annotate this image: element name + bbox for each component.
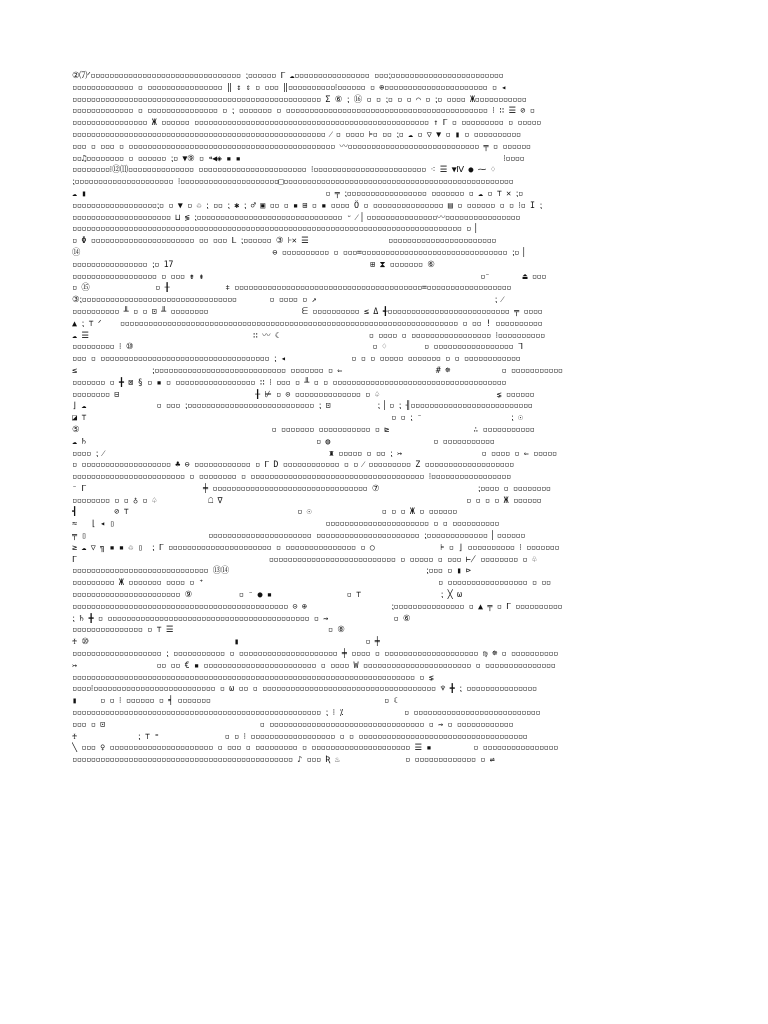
text-line: ▫ Φ ▫▫▫▫▫▫▫▫▫▫▫▫▫▫▫▫▫▫▫▫▫▫ ▫▫ ▫▫▫ ᒪ ⁏▫▫▫▫▫▫ ③ ⊦✕ ☰ ▫▫▫▫▫▫▫▫▫▫▫▫▫▫▫▫▫▫▫▫▫▫▫ [72, 235, 496, 246]
text-line: ▫▫▫ ▫ ▫▫▫▫▫▫▫▫▫▫▫▫▫▫▫▫▫▫▫▫▫▫▫▫▫▫▫▫▫▫▫▫▫▫▫▫ ⁏ ◂ ▫ ▫ ▫ ▫▫▫▫▫ ▫▫▫▫▫▫▫ ▫ ▫ ▫▫▫▫▫▫▫▫▫▫▫▫ [72, 353, 521, 364]
text-line: ≥ ☁ ▽ ╗ ▪ ▪ ♲ ▯ ⁏ ᒥ ▫▫▫▫▫▫▫▫▫▫▫▫▫▫▫▫▫▫▫▫▫▫ ▫ ▫▫▫▫▫▫▫▫▫▫▫▫▫▫▫ ▫ ○ ⊧ ▫ ⌋ ▫▫▫▫▫▫▫▫▫▫ ⁝ ▫▫▫▫▫▫▫ [72, 541, 560, 552]
text-line: ▫▫▫▫▫▫▫ ▫ ╋ ⊠ § ▫ ▪ ▫ ▫▫▫▫▫▫▫▫▫▫▫▫▫▫▫▫▫ ∷ ⁝ ▫▫▫ ▫ ╨ ▫ ▫ ▫▫▫▫▫▫▫▫▫▫▫▫▫▫▫▫▫▫▫▫▫▫▫▫▫▫▫▫▫▫▫▫▫▫▫▫▫ [72, 376, 506, 387]
text-line: ᒥ ▫▫▫▫▫▫▫▫▫▫▫▫▫▫▫▫▫▫▫▫▫▫▫▫▫▫▫ ▫ ▫▫▫▫▫ ▫ ▫▫▫ ⊬ ▫▫▫▫▫▫▫▫ ▫ ♧ [72, 553, 537, 564]
text-line: ▫▫▫▫▫▫▫▫▫▫▫▫▫▫▫▫ Ж ▫▫▫▫▫▫ ▫▫▫▫▫▫▫▫▫▫▫▫▫▫▫▫▫▫▫▫▫▫▫▫▫▫▫▫▫▫▫▫▫▫▫▫▫▫▫▫▫▫▫▫▫▫▫▫▫▫ ↑ ᒥ ▫ ▫▫▫▫▫▫▫▫▫ ▫ ▫▫▫▫▫ [72, 117, 541, 128]
text-line: ▫▫▫▫▫▫▫▫▫▫▫▫▫▫▫▫▫▫▫ ⁏ ▫▫▫▫▫▫▫▫▫▫▫ ▫ ▫▫▫▫▫▫▫▫▫▫▫▫▫▫▫▫▫▫▫▫▫ ╪ ▫▫▫▫ ▫ ▫▫▫▫▫▫▫▫▫▫▫▫▫▫▫▫▫▫▫▫ ♍ ☸ ▫ ▫▫▫▫▫▫▫▫▫▫ [72, 648, 558, 659]
text-line: ▫▫▫ ▫ ⊡ ▫ ▫▫▫▫▫▫▫▫▫▫▫▫▫▫▫▫▫▫▫▫▫▫▫▫▫▫▫▫▫▫▫▫▫ ▫ ⇝ ▫ ▫▫▫▫▫▫▫▫▫▫▫▫ [72, 718, 514, 729]
text-line: ╲ ▫▫▫ ♀ ▫▫▫▫▫▫▫▫▫▫▫▫▫▫▫▫▫▫▫▫▫▫ ▫ ▫▫▫ ▫ ▫▫▫▫▫▫▫▫▫ ▫ ▫▫▫▫▫▫▫▫▫▫▫▫▫▫▫▫▫▫▫▫▫ ☰ ▪ ▫ ▫▫▫▫▫▫▫▫▫▫▫▫▫▫▫▫ [72, 742, 558, 753]
text-line: ▫▫▫▫▫▫▫▫▫▫▫▫▫▫▫▫▫▫▫▫▫▫▫▫▫▫▫▫▫▫▫▫▫▫▫▫▫▫▫▫▫▫▫▫▫▫▫▫▫▫▫▫▫▫▫▫▫▫▫▫▫▫▫▫▫▫▫▫▫▫▫▫▫▫▫▫▫▫▫▫▫▫▫ ▫ ▏ [72, 223, 481, 234]
text-line: ⁏ ♄ ╋ ▫ ▫▫▫▫▫▫▫▫▫▫▫▫▫▫▫▫▫▫▫▫▫▫▫▫▫▫▫▫▫▫▫▫▫▫▫▫▫▫▫▫▫▫▫ ▫ ⇝ ▫ ⑥ [72, 612, 411, 623]
text-line: ▲ ⁏ ⊤ ᐟ ▫▫▫▫▫▫▫▫▫▫▫▫▫▫▫▫▫▫▫▫▫▫▫▫▫▫▫▫▫▫▫▫▫▫▫▫▫▫▫▫▫▫▫▫▫▫▫▫▫▫▫▫▫▫▫▫▫▫▫▫▫▫▫▫▫▫▫▫▫▫▫▫ ▫ ▫▫ ! ▫▫▫▫▫▫▫▫▫▫ [72, 317, 543, 328]
text-line: ▫▫▫▫▫▫▫▫▫▫▫▫▫ ▫ ▫▫▫▫▫▫▫▫▫▫▫▫▫▫▫▫ ‖ ↕ ⇕ ▫ ▫▫▫ ‖▫▫▫▫▫▫▫▫▫▫⁝▫▫▫▫▫▫ ▫ ⊕▫▫▫▫▫▫▫▫▫▫▫▫▫▫▫▫▫▫▫▫▫▫ ▫ ◂ [72, 81, 506, 92]
text-line: ▫▫▫▫▫▫▫▫▫▫ ╨ ▫ ▫ ⊡ ╨ ▫▫▫▫▫▫▫▫ ᗴ ▫▫▫▫▫▫▫▫▫▫ ≤ Δ ╉▫▫▫▫▫▫▫▫▫▫▫▫▫▫▫▫▫▫▫▫▫▫▫▫▫▫ ╤ ▫▫▫▫ [72, 305, 543, 316]
text-line: ≤ ⁏▫▫▫▫▫▫▫▫▫▫▫▫▫▫▫▫▫▫▫▫▫▫▫▫▫▫▫▫ ▫▫▫▫▫▫▫ ▫ ⇐ # ☸ ▫ ▫▫▫▫▫▫▫▫▫▫▫ [72, 364, 563, 375]
text-line: ▫▫▫▫▫▫▫▫▫▫▫▫▫▫▫▫▫▫▫▫▫▫▫▫▫▫▫▫▫ ⑬⑭ ⁏▫▫▫ ▫ ▮ ⊳ [72, 565, 471, 576]
text-line: ╤ ▯ ▫▫▫▫▫▫▫▫▫▫▫▫▫▫▫▫▫▫▫▫▫▫ ▫▫▫▫▫▫▫▫▫▫▫▫▫▫▫▫▫▫▫▫▫▫ ⁏▫▫▫▫▫▫▫▫▫▫▫▫▫ ▏▫▫▫▫▫▫ [72, 530, 525, 541]
text-line: ☁ ☰ ∷ 〰 ☾ ▫ ▫▫▫▫ ▫ ▫▫▫▫▫▫▫▫▫▫▫▫▫▫▫▫▫ ⁝▫▫▫▫▫▫▫▫▫▫ [72, 329, 545, 340]
text-line: ▫▫▫▫▫▫▫▫▫ Ж ▫▫▫▫▫▫▫ ▫▫▫▫ ▫ ⁺ ▫ ▫▫▫▫▫▫▫▫▫▫▫▫▫▫▫▫▫ ▫ ▫▫ [72, 577, 551, 588]
text-line: ▫▫▫▫▫▫▫▫▫▫▫▫▫▫▫▫▫▫▫▫▫▫▫▫▫▫▫▫▫▫▫▫▫▫▫▫▫▫▫▫▫▫▫▫▫▫▫▫▫▫▫▫▫ ⁏ ⁝ ⁒ ▫ ▫▫▫▫▫▫▫▫▫▫▫▫▫▫▫▫▫▫▫▫▫▫▫▫▫▫▫ [72, 707, 541, 718]
text-line: ▫▫▫▫▫▫▫▫ ▫ ▫ ♁ ▫ ♤ ☖ ∇ ▫ ▫ ▫ ▫ Ж ▫▫▫▫▫▫ [72, 494, 542, 505]
text-line: ▫▫▫▫▫▫▫▫▫▫▫▫▫▫▫▫▫▫ ▫ ▫▫▫ ⇟ ⇞ ▫⁻ ⏏ ▫▫▫ [72, 270, 546, 281]
text-line: ☁ ♄ ▫ ◍ ▫ ▫▫▫▫▫▫▫▫▫▫▫ [72, 435, 495, 446]
text-line: ②⑺ᐟ▫▫▫▫▫▫▫▫▫▫▫▫▫▫▫▫▫▫▫▫▫▫▫▫▫▫▫▫▫▫▫▫ ⁏▫▫▫▫▫▫ ᒥ ☁▫▫▫▫▫▫▫▫▫▫▫▫▫▫▫▫ ▫▫▫⁏▫▫▫▫▫▫▫▫▫▫▫▫▫▫▫▫▫▫▫▫▫▫▫▫ [72, 70, 504, 80]
text-line: ▫▫▫▫▫▫▫▫⁝⑫⑾▫▫▫▫▫▫▫▫▫▫▫▫▫▫ ▫▫▫▫▫▫▫▫▫▫▫▫▫▫▫▫▫▫▫▫▫▫▫ ⁝▫▫▫▫▫▫▫▫▫▫▫▫▫▫▫▫▫▫▫▫▫▫▫▫ ⁖ ☰ ▼Ⅳ ● ⁓ ♢ [72, 164, 496, 175]
text-line: ◪ ⊤ ▫ ▫ ⁏ ⁻ ⁏ ☉ [72, 412, 523, 423]
text-line: ⁏▫▫▫▫▫▫▫▫▫▫▫▫▫▫▫▫▫▫▫▫▫ ⁝▫▫▫▫▫▫▫▫▫▫▫▫▫▫▫▫▫▫▫▫▫□▫▫▫▫▫▫▫▫▫▫▫▫▫▫▫▫▫▫▫▫▫▫▫▫▫▫▫▫▫▫▫▫▫▫▫▫▫▫▫▫▫▫▫▫▫▫▫▫▫ [72, 176, 514, 187]
text-line: ▫▫▫▫▫▫▫▫▫▫▫▫▫▫▫▫▫▫▫▫▫▫▫ ⑨ ▫ ⁻ ● ▪ ▫ ⊤ ⁏ ╳ ω [72, 589, 462, 600]
text-line: ▫▫▫▫ ⁏ ⁄ ♜ ▫▫▫▫▫ ▫ ▫▫ ⁏ ↣ ▫ ▫▫▫▫ ▫ ⇐ ▫▫▫▫▫ [72, 447, 557, 458]
text-line: ③⁏▫▫▫▫▫▫▫▫▫▫▫▫▫▫▫▫▫▫▫▫▫▫▫▫▫▫▫▫▫▫▫▫▫ ▫ ▫▫▫▫ ▫ ↗ ⁏ ⁄ [72, 294, 503, 305]
text-line: ┫ ⊘ ⊤ ▫ ☉ ▫ ▫ ▫ Ж ▫ ▫▫▫▫▫▫ [72, 506, 457, 517]
glyph-text-block [72, 70, 696, 950]
text-line: ▫▫▫▫⁝▫▫▫▫▫▫▫▫▫▫▫▫▫▫▫▫▫▫▫▫▫▫▫▫▫▫ ▫ ω ▫▫ ▫ ▫▫▫▫▫▫▫▫▫▫▫▫▫▫▫▫▫▫▫▫▫▫▫▫▫▫▫▫▫▫▫▫▫▫▫▫▫ ♆ ╋ ⁏ ▫▫▫▫▫▫▫▫▫▫▫▫▫▫▫ [72, 683, 537, 694]
text-line: ▫ ⑮ ▫ ╂ ⧧ ▫▫▫▫▫▫▫▫▫▫▫▫▫▫▫▫▫▫▫▫▫▫▫▫▫▫▫▫▫▫▫▫▫▫▫▫▫▫▫▫=▫▫▫▫▫▫▫▫▫▫▫▫▫▫▫▫▫▫ [72, 282, 511, 293]
text-line: ▫▫▫▫▫▫▫▫▫▫▫▫▫▫▫▫▫▫▫▫▫▫▫▫▫▫▫▫▫▫▫▫▫▫▫▫▫▫▫▫▫▫▫▫▫▫▫▫▫▫▫▫▫▫ ⁄ ▫ ▫▫▫▫ ⊧▫ ▫▫ ⁏▫ ☁ ▫ ▽ ▼ ▫ ▮ ▫ ▫▫▫▫▫▫▫▫▫▫ [72, 128, 521, 139]
text-line: ▫▫▫▫▫▫▫▫▫▫▫▫▫▫▫▫ ⁏▫ 17 ⊞ ⧗ ▫▫▫▫▫▫▫ ⑥ [72, 258, 435, 269]
text-line: ▫▫▫▫▫▫▫▫ ⊟ ╂ ⊭ ▫ ⊙ ▫▫▫▫▫▫▫▫▫▫▫▫▫▫ ▫ ♤ ⋦ ▫▫▫▫▫▫ [72, 388, 535, 399]
text-line: ▫▫▫▫▫▫▫▫▫▫▫▫▫▫▫▫▫▫▫▫▫▫▫▫▫▫▫▫▫▫▫▫▫▫▫▫▫▫▫▫▫▫▫▫▫▫ ⊝ ⊕ ⁏▫▫▫▫▫▫▫▫▫▫▫▫▫▫▫ ▫ ▲ ╤ ▫ ᒥ ▫▫▫▫▫▫▫▫▫▫ [72, 600, 563, 611]
text-line: ▫▫▫▫▫▫▫▫▫▫▫▫▫▫▫ ▫ ⊤ ☰ ▫ ⑧ [72, 624, 345, 635]
text-line: ≈ ⌊ ◂ ▯ ▫▫▫▫▫▫▫▫▫▫▫▫▫▫▫▫▫▫▫▫▫▫ ▫ ▫ ▫▫▫▫▫▫▫▫▫▫ [72, 518, 499, 529]
text-line: ♰ ⁏ ⊤ ⁼ ▫ ▫ ⁝ ▫▫▫▫▫▫▫▫▫▫▫▫▫▫▫▫▫▫ ▫ ▫ ▫▫▫▫▫▫▫▫▫▫▫▫▫▫▫▫▫▫▫▫▫▫▫▫▫▫▫▫▫▫▫▫▫▫▫▫ [72, 730, 528, 741]
text-line: ▫▫▫▫▫▫▫▫▫▫▫▫▫▫▫▫▫▫⁏▫ ▫ ▼ ▫ ♲ ⁏ ▫▫ ⁏ ✱ ⁏ ♂ ▣ ▫▫ ▫ ▪ ⊞ ▫ ▪ ▫▫▫▫ Ö ▫ ▫▫▫▫▫▫▫▫▫▫▫▫▫▫▫ ▤ ▫ ▫▫▫▫▫▫ ▫ ▫ ⁝▫ I ⁏ [72, 199, 542, 210]
text-line: ▫▫▫▫▫▫▫▫▫▫▫▫▫ ▫ ▫▫▫▫▫▫▫▫▫▫▫▫▫▫▫ ▫ ⁏ ▫▫▫▫▫▫▫ ▫ ▫▫▫▫▫▫▫▫▫▫▫▫▫▫▫▫▫▫▫▫▫▫▫▫▫▫▫▫▫▫▫▫▫▫▫▫▫▫▫▫▫▫▫ ⁝ ∷ ☰ ⊘ ▫ [72, 105, 535, 116]
text-line: ▫▫▫▫▫▫▫▫▫▫▫▫▫▫▫▫▫▫▫▫▫ ⊔ ≶ ⁏▫▫▫▫▫▫▫▫▫▫▫▫▫▫▫▫▫▫▫▫▫▫▫▫▫▫▫▫▫▫▫ ᵕ ⁄ ▏▫▫▫▫▫▫▫▫▫▫▫▫▫▫▫〰▫▫▫▫▫▫▫▫▫▫▫▫▫▫▫▫ [72, 211, 520, 222]
text-line: ▫▫▫ ▫ ▫▫▫ ▫ ▫▫▫▫▫▫▫▫▫▫▫▫▫▫▫▫▫▫▫▫▫▫▫▫▫▫▫▫▫▫▫▫▫▫▫▫▫▫▫▫▫▫▫▫ 〰▫▫▫▫▫▫▫▫▫▫▫▫▫▫▫▫▫▫▫▫▫▫▫▫▫▫▫▫ ╤ ▫ ▫▫▫▫▫▫ [72, 140, 531, 151]
text-line: ⌋ ☁ ▫ ▫▫▫ ⁏▫▫▫▫▫▫▫▫▫▫▫▫▫▫▫▫▫▫▫▫▫▫▫▫▫▫▫ ⁏ ⊡ ⁏ ▏▫ ⁏ ╢▫▫▫▫▫▫▫▫▫▫▫▫▫▫▫▫▫▫▫▫▫▫▫▫▫▫ [72, 400, 533, 411]
text-line: ▫ ▫▫▫▫▫▫▫▫▫▫▫▫▫▫▫▫▫▫▫ ♣ ⊖ ▫▫▫▫▫▫▫▫▫▫▫▫ ▫ ᒥ D ▫▫▫▫▫▫▫▫▫▫▫▫ ▫ ▫ ⁄ ▫▫▫▫▫▫▫▫▫ Z ▫▫▫▫▫▫▫▫▫▫▫▫▫▫▫▫▫▫▫ [72, 459, 514, 470]
text-line: ▫▫♫▫▫▫▫▫▫▫▫ ▫ ▫▫▫▫▫▫ ⁏▫ ▼⑨ ▫ ⁌◀◈ ▪ ▪ ⁝▫▫▫▫ [72, 152, 525, 163]
text-line: ↣ ▫▫ ▫▫ € ▪ ▫▫▫▫▫▫▫▫▫▫▫▫▫▫▫▫▫▫▫▫▫▫▫▫ ▫ ▫▫▫▫ W ▫▫▫▫▫▫▫▫▫▫▫▫▫▫▫▫▫▫▫▫▫▫▫ ▫ ▫▫▫▫▫▫▫▫▫▫▫▫▫▫▫ [72, 659, 556, 670]
text-line: ▫▫▫▫▫▫▫▫▫▫▫▫▫▫▫▫▫▫▫▫▫▫▫▫ ▫ ▫▫▫▫▫▫▫▫ ▫ ▫▫▫▫▫▫▫▫▫▫▫▫▫▫▫▫▫▫▫▫▫▫▫▫▫▫▫▫▫▫▫▫▫▫▫▫▫ ⁝▫▫▫▫▫▫▫▫▫▫▫▫▫▫▫▫▫ [72, 471, 511, 482]
text-line: ▫▫▫▫▫▫▫▫▫▫▫▫▫▫▫▫▫▫▫▫▫▫▫▫▫▫▫▫▫▫▫▫▫▫▫▫▫▫▫▫▫▫▫▫▫▫▫▫▫▫▫▫▫ Σ ⑥ ⁏ ⑯ ▫ ▫ ⁏▫ ▫ ▫ ⌒ ▫ ⁏▫ ▫▫▫▫ Ж▫▫▫▫▫▫▫▫▫▫▫ [72, 93, 527, 104]
text-line: ☁ ▮ ▫ ╤ ⁏▫▫▫▫▫▫▫▫▫▫▫▫▫▫▫▫▫ ▫▫▫▫▫▫▫ ▫ ☁ ▫ ⊤ ✕ ⁏▫ [72, 187, 523, 198]
text-line: ▫▫▫▫▫▫▫▫▫ ⁝ ⑩ ▫ ♢ ▫ ▫▫▫▫▫▫▫▫▫▫▫▫▫▫▫▫▫ ᒣ [72, 341, 523, 352]
text-line: ⁻ ᒥ ╪ ▫▫▫▫▫▫▫▫▫▫▫▫▫▫▫▫▫▫▫▫▫▫▫▫▫▫▫▫▫▫▫▫▫ ⑦ ⁏▫▫▫▫ ▫ ▫▫▫▫▫▫▫▫ [72, 482, 551, 493]
text-line: ▮ ▫ ▫ ⁝ ▫▫▫▫▫▫ ▫ ╡ ▫▫▫▫▫▫▫ ▫ ☾ [72, 695, 399, 706]
text-line: ▫▫▫▫▫▫▫▫▫▫▫▫▫▫▫▫▫▫▫▫▫▫▫▫▫▫▫▫▫▫▫▫▫▫▫▫▫▫▫▫▫▫▫▫▫▫▫▫▫▫▫▫▫▫▫▫▫▫▫▫▫▫▫▫▫▫▫▫▫▫▫▫▫ ▫ ⋦ [72, 671, 434, 682]
text-line: ♰ ⑩ ▮ ▫ ╪ [72, 636, 380, 647]
text-line: ⑤ ▫ ▫▫▫▫▫▫▫ ▫▫▫▫▫▫▫▫▫▫▫ ▫ ⊵ ∴ ▫▫▫▫▫▫▫▫▫▫▫ [72, 423, 535, 434]
text-line: ⑭ ⊖ ▫▫▫▫▫▫▫▫▫▫ ▫ ▫▫▫=▫▫▫▫▫▫▫▫▫▫▫▫▫▫▫▫▫▫▫▫▫▫▫▫▫▫▫▫▫▫▫ ⁏▫ ▏ [72, 246, 529, 257]
text-line: ▫▫▫▫▫▫▫▫▫▫▫▫▫▫▫▫▫▫▫▫▫▫▫▫▫▫▫▫▫▫▫▫▫▫▫▫▫▫▫▫▫▫▫▫▫▫▫ ♪ ▫▫▫ Ʀ ♨ ▫ ▫▫▫▫▫▫▫▫▫▫▫▫▫ ▫ ⇌ [72, 754, 495, 765]
